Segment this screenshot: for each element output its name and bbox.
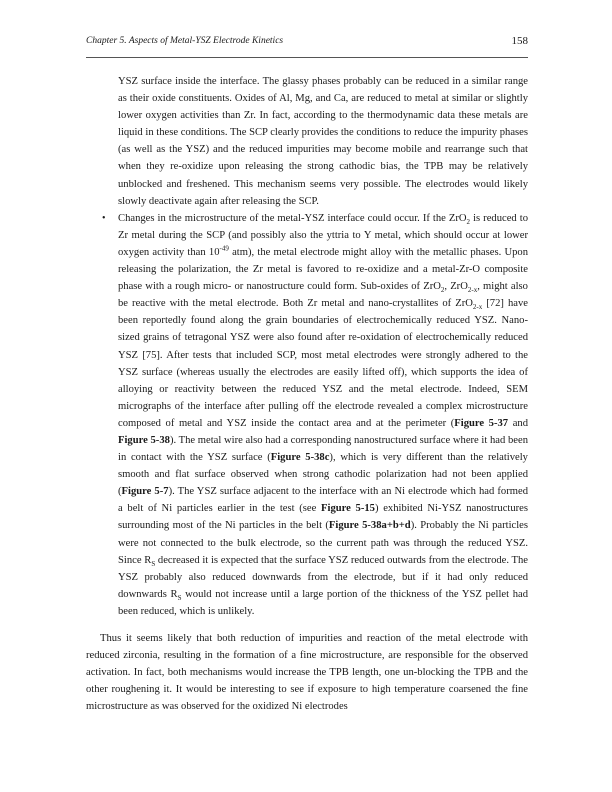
figure-ref: Figure 5-38	[118, 434, 170, 446]
figure-ref: Figure 5-15	[321, 503, 375, 515]
figure-ref: Figure 5-7	[121, 486, 169, 498]
figure-ref: Figure 5-37	[454, 417, 509, 429]
continued-paragraph: YSZ surface inside the interface. The glassy phases probably can be reduced in a similar range as their oxide constituents. Oxides of Al, Mg, and Ca, are reduced to metal at similar or slightly lower oxygen activities than Zr. In fact, according to the thermodynamic data these metals are liquid in these conditions. The SCP clearly provides the conditions to reduce the impurity phases (as well as the YSZ) and the reduced impurities may become mobile and rearrange such that when they re-oxidize upon releasing the strong cathodic bias, the TPB may be relatively unblocked and freshened. This mechanism seems very possible. The electrodes would likely slowly deactivate again after releasing the SCP.	[118, 76, 528, 207]
chapter-title: Chapter 5. Aspects of Metal-YSZ Electrode Kinetics	[86, 36, 284, 46]
list-item	[102, 210, 529, 620]
closing-paragraph: Thus it seems likely that both reduction of impurities and reaction of the metal electrode with reduced zirconia, resulting in the formation of a fine microstructure, are responsible for the observed activation. In fact, both mechanisms would increase the TPB length, one un-blocking the TPB and the other roughening it. It would be interesting to see if exposure to high temperature coarsened the fine microstructure as was observed for the oxidized Ni electrodes	[86, 633, 528, 713]
page-number: 158	[511, 35, 528, 47]
figure-ref: Figure 5-38c	[270, 452, 330, 464]
bullet-marker: •	[102, 212, 106, 224]
bullet-list	[86, 73, 528, 620]
body-text	[86, 73, 528, 715]
bullet-paragraph: Changes in the microstructure of the metal-YSZ interface could occur. If the ZrO$_2$ is reduced to Zr metal during the SCP (and possibly also the yttria to Y metal, which should occur at lower oxygen activity than $10^{-49}$ atm), the metal electrode might alloy with the metallic phases. Upon releasing the polarization, the Zr metal is favored to re-oxidize and a metal-Zr-O composite phase with a rough micro- or nanostructure could form. Sub-oxides of ZrO$_2$, ZrO$_{2-x}$, might also be reactive with the metal electrode. Both Zr metal and nano-crystallites of ZrO$_{2-x}$ [72] have been reportedly found along the grain boundaries of electrochemically reduced YSZ. Nano-sized grains of tetragonal YSZ were also found after re-oxidation of electrochemically reduced YSZ [75]. After tests that included SCP, most metal electrodes were strongly adhered to the YSZ surface (whereas usually the electrodes are easily lifted off), which supports the idea of alloying or reactivity between the reduced YSZ and the metal electrode. Indeed, SEM micrographs of the interface after pulling off the electrode revealed a complex microstructure composed of metal and YSZ inside the contact area and at the perimeter (Figure 5-37 and Figure 5-38). The metal wire also had a corresponding nanostructured surface where it had been in contact with the YSZ surface (Figure 5-38c), which is very different than the relatively smooth and flat surface observed when strong cathodic polarization had not been applied (Figure 5-7). The YSZ surface adjacent to the interface with an Ni electrode which had formed a belt of Ni particles earlier in the test (see Figure 5-15) exhibited Ni-YSZ nanostructures surrounding most of the Ni particles in the belt (Figure 5-38a+b+d). Probably the Ni particles were not connected to the bulk electrode, so the current path was through the reduced YSZ. Since $R_S$ decreased it is expected that the surface YSZ reduced outwards from the electrode. The YSZ probably also reduced downwards from the electrode, but if it had only reduced downwards $R_S$ would not increase until a large portion of the thickness of the YSZ pellet had been reduced, which is unlikely.	[118, 212, 529, 617]
figure-ref: Figure 5-38a+b+d	[328, 520, 411, 532]
header-rule	[86, 57, 528, 58]
running-header	[86, 36, 528, 52]
